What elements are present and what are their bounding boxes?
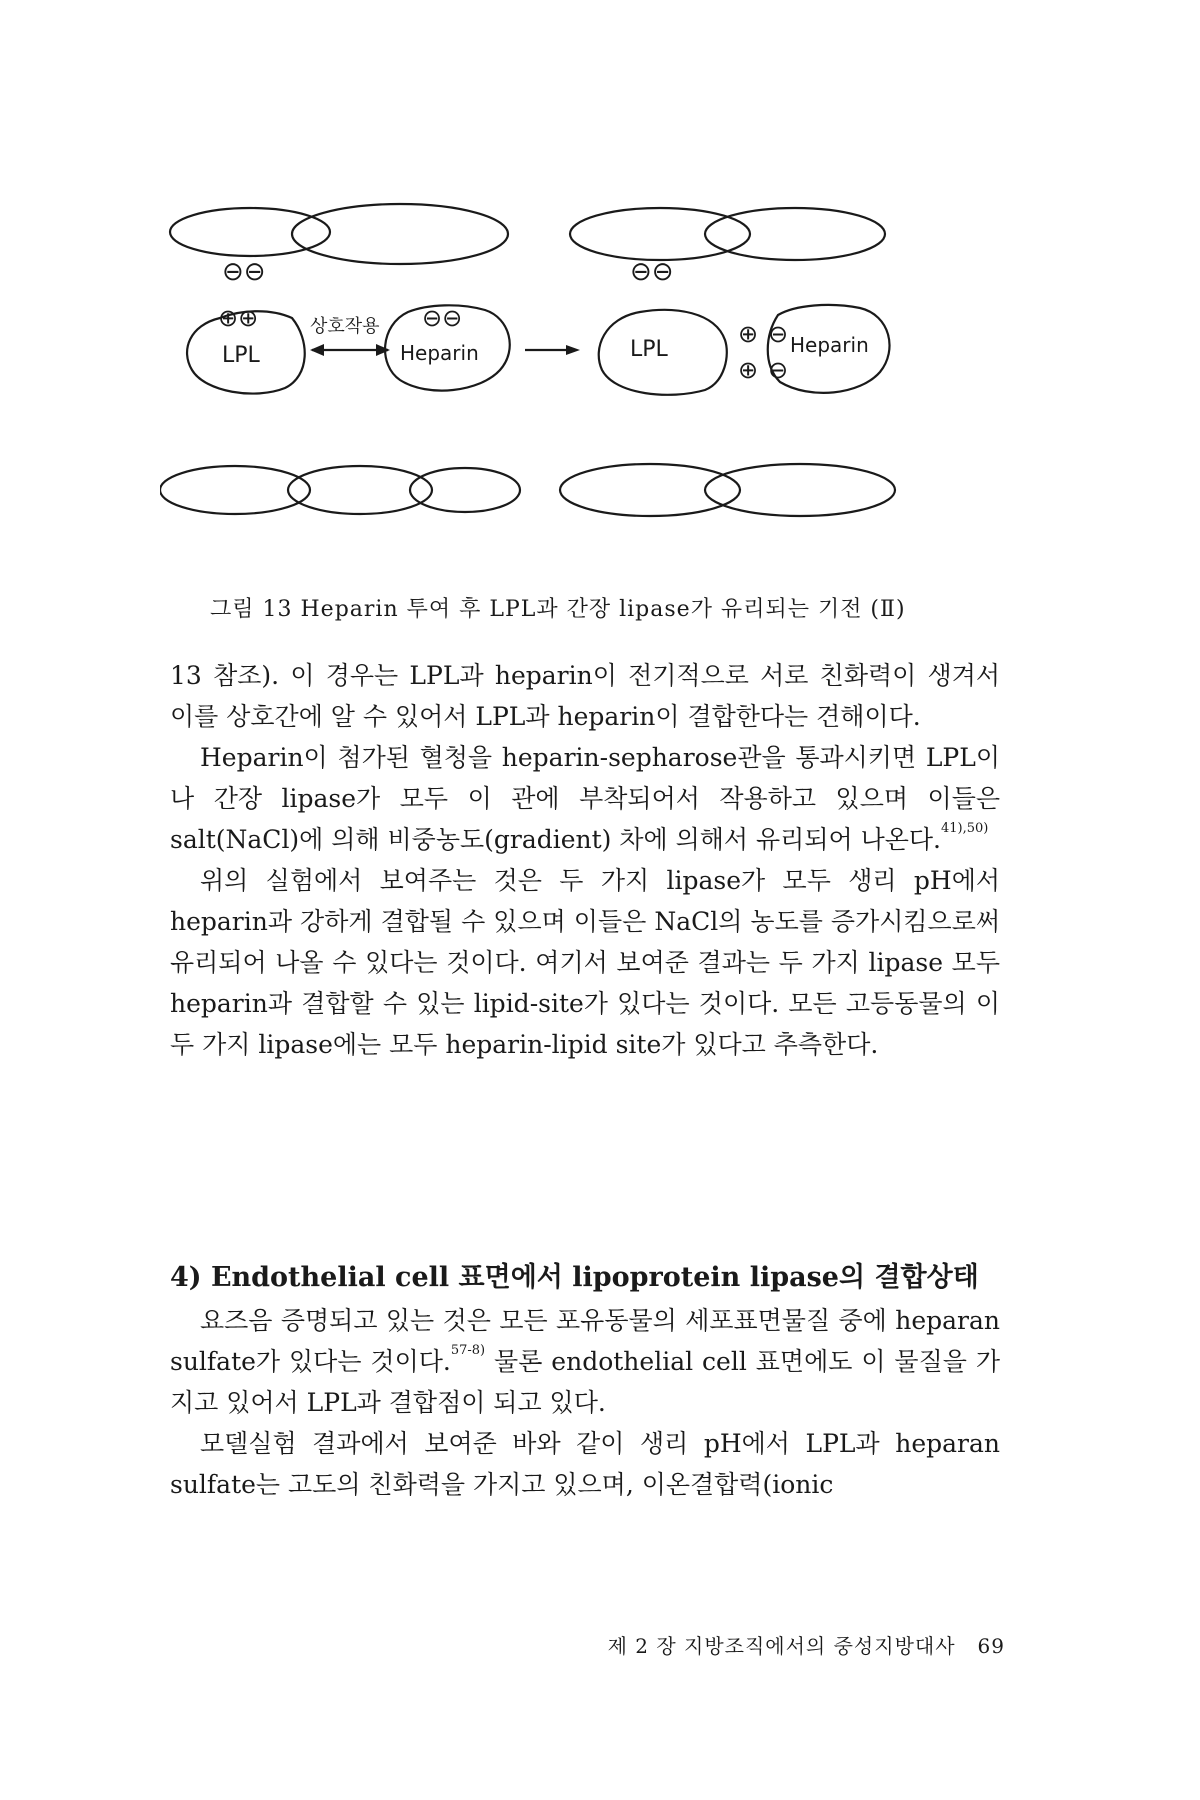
heparin-label-right: Heparin bbox=[790, 333, 869, 357]
membrane-ellipse bbox=[410, 468, 520, 512]
arrowhead-left-icon bbox=[310, 344, 324, 356]
paragraph: 13 참조). 이 경우는 LPL과 heparin이 전기적으로 서로 친화력이 생겨서 이를 상호간에 알 수 있어서 LPL과 heparin이 결합한다는 견해이다. bbox=[170, 661, 1000, 731]
paragraph-text: 물론 endothelial cell 표면에도 이 물질을 가지고 있어서 LPL과 결합점이 되고 있다. bbox=[170, 1347, 1000, 1417]
lpl-plus-lower: ⊕ bbox=[738, 356, 759, 384]
reference-mark: 57-8) bbox=[450, 1343, 486, 1358]
chapter-title: 제 2 장 지방조직에서의 중성지방대사 bbox=[607, 1634, 956, 1658]
paragraph: 모델실험 결과에서 보여준 바와 같이 생리 pH에서 LPL과 heparan sulfate는 고도의 친화력을 가지고 있으며, 이온결합력(ionic bbox=[170, 1429, 1000, 1499]
body-text bbox=[170, 655, 1000, 1065]
membrane-ellipse bbox=[570, 208, 750, 260]
reaction-arrowhead-icon bbox=[566, 345, 580, 355]
membrane-ellipse bbox=[560, 464, 740, 516]
lpl-heparin-mechanism-diagram bbox=[160, 200, 1020, 580]
heparin-label-left: Heparin bbox=[400, 341, 479, 365]
paragraph bbox=[170, 737, 1000, 860]
lpl-plus-upper: ⊕ bbox=[738, 320, 759, 348]
membrane-charge-left: ⊖⊖ bbox=[222, 257, 266, 287]
paragraph bbox=[170, 1300, 1000, 1423]
interaction-label: 상호작용 bbox=[310, 316, 380, 337]
heparin-minus-upper: ⊖ bbox=[768, 320, 789, 348]
heparin-minus-lower: ⊖ bbox=[768, 356, 789, 384]
paragraph: 위의 실험에서 보여주는 것은 두 가지 lipase가 모두 생리 pH에서 heparin과 강하게 결합될 수 있으며 이들은 NaCl의 농도를 증가시킴으로써 유리되어 나올 수 있다는 것이다. 여기서 보여준 결과는 두 가지 lipase 모두 heparin과 결합할 수 있는 lipid-site가 있다는 것이다. 모든 고등동물의 이 두 가지 lipase에는 모두 heparin-lipid site가 있다고 추측한다. bbox=[170, 866, 1000, 1059]
paragraph-text: 요즈음 증명되고 있는 것은 모든 포유동물의 세포표면물질 중에 heparan sulfate가 있다는 것이다. bbox=[170, 1306, 1000, 1376]
lpl-label-right: LPL bbox=[630, 337, 668, 362]
section-heading: 4) Endothelial cell 표면에서 lipoprotein lipase의 결합상태 bbox=[170, 1262, 979, 1293]
lpl-label-left: LPL bbox=[222, 343, 260, 368]
membrane-ellipse bbox=[705, 464, 895, 516]
arrowhead-right-icon bbox=[376, 344, 390, 356]
membrane-charge-right: ⊖⊖ bbox=[630, 257, 674, 287]
figure-caption: 그림 13 Heparin 투여 후 LPL과 간장 lipase가 유리되는 기전 (Ⅱ) bbox=[210, 597, 906, 622]
page-footer bbox=[505, 1630, 1005, 1659]
heparin-charge-left: ⊖⊖ bbox=[422, 304, 463, 332]
paragraph-text: Heparin이 첨가된 혈청을 heparin-sepharose관을 통과시키면 LPL이나 간장 lipase가 모두 이 관에 부착되어서 작용하고 있으며 이들은 salt(NaCl)에 의해 비중농도(gradient) 차에 의해서 유리되어 나온다. bbox=[170, 743, 1000, 854]
reference-mark: 41),50) bbox=[940, 821, 989, 836]
lpl-charge-left: ⊕⊕ bbox=[218, 304, 259, 332]
section-text bbox=[170, 1300, 1000, 1505]
membrane-ellipse bbox=[292, 204, 508, 264]
membrane-ellipse bbox=[705, 208, 885, 260]
page-number: 69 bbox=[977, 1634, 1005, 1658]
